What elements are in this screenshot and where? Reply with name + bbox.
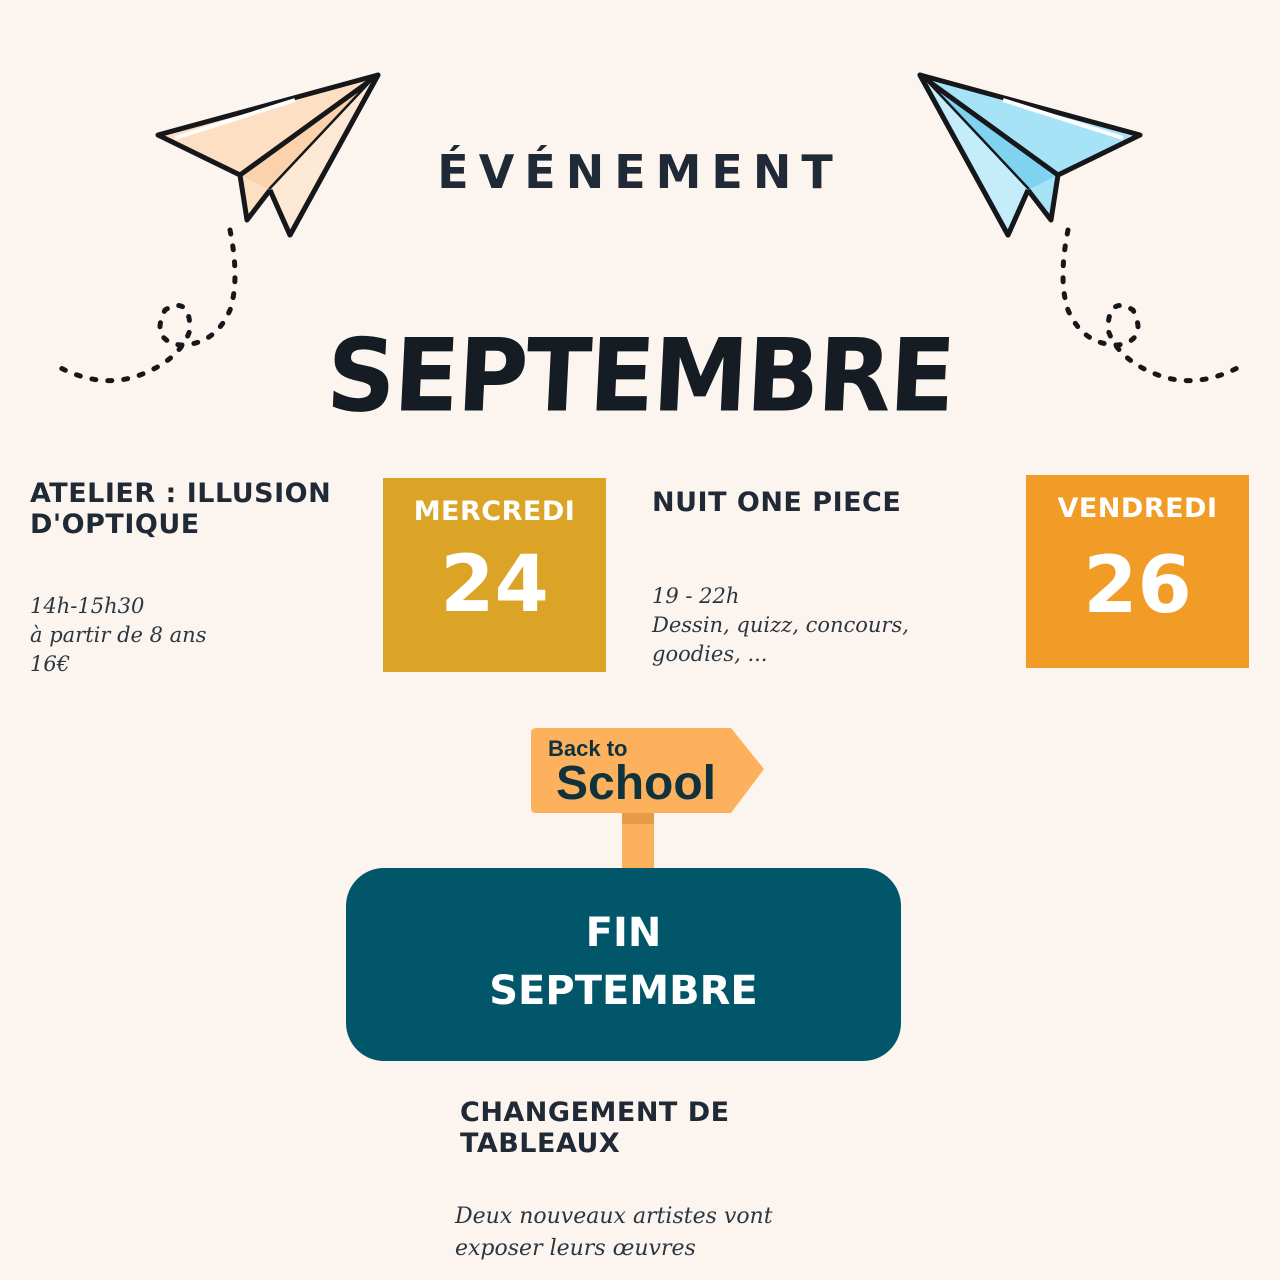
event-nuit-one-piece [652,487,992,669]
month-title: SEPTEMBRE [323,317,957,435]
sign-line1: Back to [548,736,628,761]
event-changement-tableaux [460,1097,860,1159]
event-changement-desc-line1: Deux nouveaux artistes vont [455,1204,773,1229]
date-number: 26 [1083,541,1192,631]
event-atelier [30,478,370,679]
date-number: 24 [440,540,549,630]
date-day-label: MERCREDI [413,496,576,527]
event-atelier-details [30,592,370,679]
date-day-label: VENDREDI [1057,493,1218,524]
event-nuit-activities-line2: goodies, ... [652,642,768,666]
banner-line1: FIN [585,910,662,956]
banner-fin-septembre [346,868,901,1061]
event-nuit-details [652,582,992,669]
event-changement-title [460,1097,860,1159]
event-atelier-title-line1: ATELIER : ILLUSION [30,478,332,509]
event-atelier-price: 16€ [30,652,71,676]
event-atelier-title [30,478,370,540]
event-nuit-time: 19 - 22h [652,584,740,608]
date-box-vendredi [1026,475,1249,668]
event-nuit-title: NUIT ONE PIECE [652,487,902,518]
event-nuit-activities-line1: Dessin, quizz, concours, [652,613,909,637]
event-changement-title-line1: CHANGEMENT DE [460,1097,730,1128]
date-box-mercredi [383,478,606,672]
banner-line2: SEPTEMBRE [489,968,758,1014]
event-atelier-age: à partir de 8 ans [30,623,207,647]
sign-line2: School [556,757,717,810]
event-changement-desc [455,1201,875,1265]
event-atelier-title-line2: D'OPTIQUE [30,509,200,540]
event-changement-desc-line2: exposer leurs œuvres [455,1236,696,1261]
page-title: ÉVÉNEMENT [437,145,843,199]
event-atelier-time: 14h-15h30 [30,594,145,618]
event-changement-title-line2: TABLEAUX [460,1128,621,1159]
